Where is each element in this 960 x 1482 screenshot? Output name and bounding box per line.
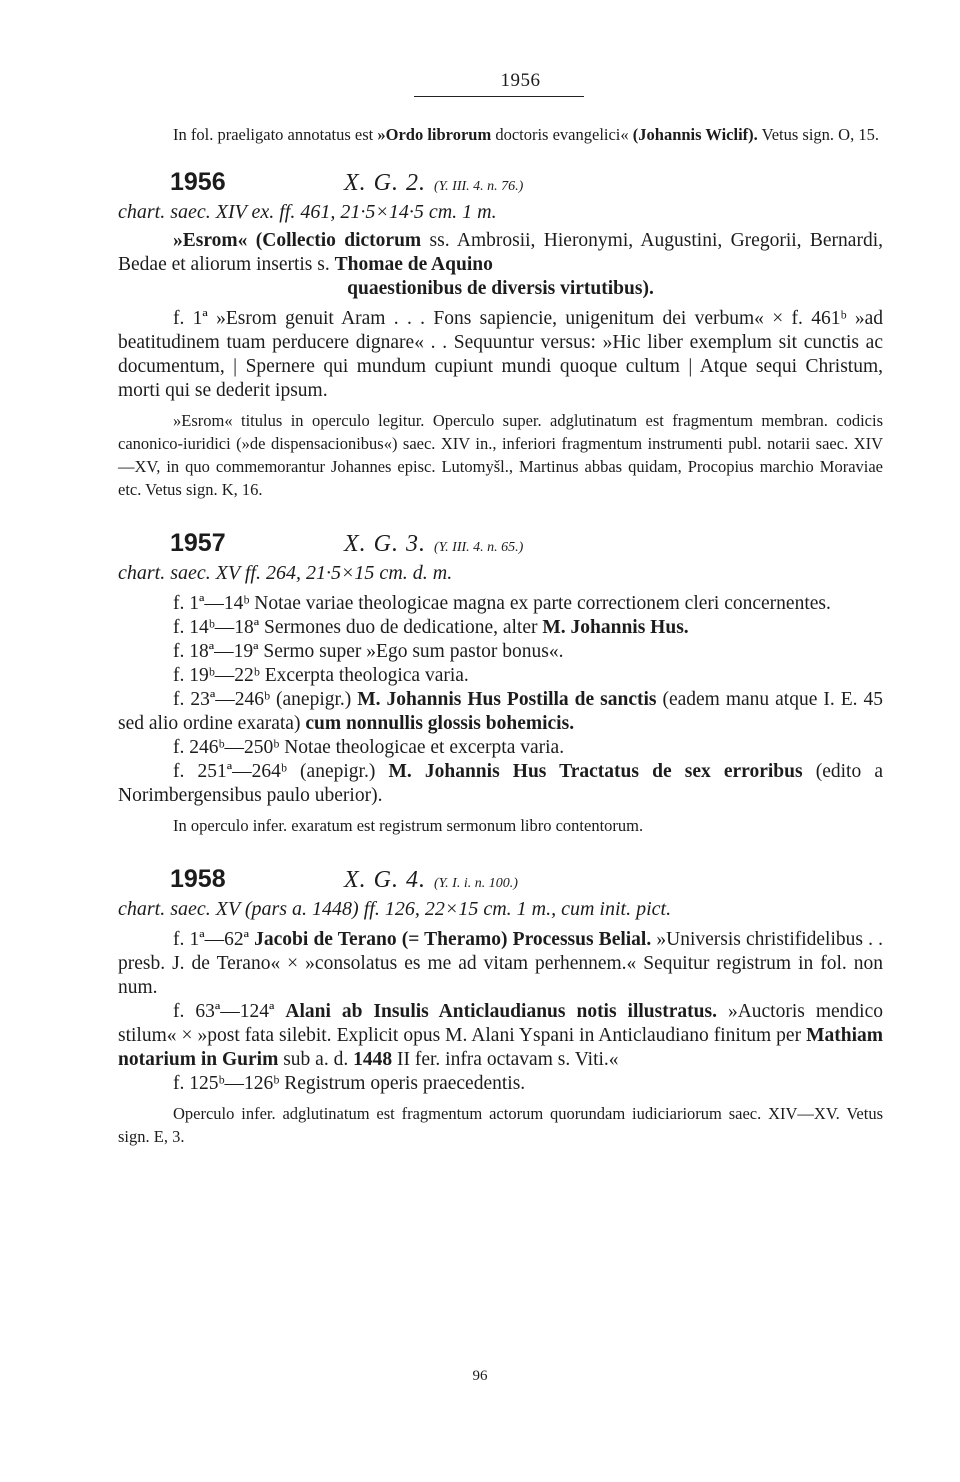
content-item (118, 1000, 883, 1072)
text-run: f. 23ª—246ᵇ (anepigr.) (173, 689, 358, 710)
entry-title-continued: quaestionibus de diversis virtutibus). (347, 278, 654, 299)
content-item (118, 736, 883, 760)
entry-number: 1958 (170, 865, 226, 893)
entry-number: 1956 (170, 168, 226, 196)
text-run: In fol. praeligato annotatus est (173, 125, 378, 144)
text-run: ss. Ambrosii, Hieronymi, Augustini, Gregorii, Bernardi, Bedae et aliorum insertis s. (118, 230, 883, 275)
content-item (118, 592, 883, 616)
content-item: f. 1ª »Esrom genuit Aram . . . Fons sapiencie, unigenitum dei verbum« × f. 461ᵇ »ad beatitudinem tuam perducere dignare« . . Sequuntur versus: »Hic liber exemplum sit cunctis ac documentum, | Spernere qui mundum cupiunt mundi quoque cultum | Atque sequi Christum, morti qui se dederit ipsum. (118, 308, 883, 401)
text-run: sub a. d. (278, 1049, 354, 1070)
bold-text: »Ordo librorum (377, 125, 492, 144)
text-run: doctoris evangelici« (491, 125, 633, 144)
old-signature: (Y. III. 4. n. 65.) (434, 540, 524, 555)
entry-heading (118, 529, 883, 558)
text-run: f. 246ᵇ—250ᵇ Notae theologicae et excerpta varia. (173, 737, 565, 758)
text-run: f. 125ᵇ—126ᵇ Registrum operis praecedentis. (173, 1073, 526, 1094)
text-run: Vetus sign. O, 15. (757, 125, 879, 144)
content-item (118, 1072, 883, 1096)
entry-title (118, 229, 883, 277)
content-item (118, 616, 883, 640)
text-run: II fer. infra octavam s. Viti.« (392, 1049, 619, 1070)
old-signature: (Y. III. 4. n. 76.) (434, 179, 524, 194)
page (118, 70, 883, 1148)
bold-text: »Esrom« (Collectio dictorum (173, 230, 422, 251)
entry-number: 1957 (170, 529, 226, 557)
entry-heading (118, 865, 883, 894)
bold-text: M. Johannis Hus. (542, 617, 689, 638)
bold-text: Thomae de Aquino (334, 254, 493, 275)
bold-text: M. Johannis Hus Postilla de sanctis (357, 689, 657, 710)
bold-text: 1448 (353, 1049, 393, 1070)
bold-text: Mathiam notarium in Gurim (118, 1025, 883, 1070)
header-rule (414, 96, 584, 97)
old-signature: (Y. I. i. n. 100.) (434, 876, 518, 891)
text-run: (eadem manu atque I. E. 45 sed alio ordine exarata) (118, 689, 883, 734)
bold-text: Jacobi de Terano (= Theramo) Processus Belial. (254, 929, 652, 950)
text-run: »Universis christifidelibus . . presb. J. de Terano« × »consolatus es me ad vitam perhennem.« Sequitur registrum in fol. non num. (118, 929, 883, 998)
shelf-signature: X. G. 3. (Y. III. 4. n. 65.) (344, 531, 524, 557)
text-run: f. 1ª—62ª (173, 929, 255, 950)
entry-title-line (118, 277, 883, 301)
bold-text: cum nonnullis glossis bohemicis. (305, 713, 575, 734)
content-item (118, 928, 883, 1000)
content-item (118, 688, 883, 736)
text-run: f. 14ᵇ—18ª Sermones duo de dedicatione, alter (173, 617, 543, 638)
physical-description: chart. saec. XV ff. 264, 21·5×15 cm. d. m. (118, 562, 453, 584)
text-run: f. 18ª—19ª Sermo super »Ego sum pastor bonus«. (173, 641, 564, 662)
physical-description: chart. saec. XIV ex. ff. 461, 21·5×14·5 cm. 1 m. (118, 201, 497, 223)
entry-note: Operculo infer. adglutinatum est fragmentum actorum quorundam iudiciariorum saec. XIV—XV. Vetus sign. E, 3. (118, 1104, 883, 1146)
shelf-signature: X. G. 4. (Y. I. i. n. 100.) (344, 867, 518, 893)
text-run: f. 251ª—264ᵇ (anepigr.) (173, 761, 389, 782)
bold-text: (Johannis Wiclif). (632, 125, 758, 144)
text-run: f. 63ª—124ª (173, 1001, 286, 1022)
folio-number: 96 (472, 1368, 488, 1384)
running-head: 1956 (500, 70, 541, 91)
text-run: f. 1ª—14ᵇ Notae variae theologicae magna ex parte correctionem cleri concernentes. (173, 593, 831, 614)
shelf-signature: X. G. 2. (Y. III. 4. n. 76.) (344, 170, 524, 196)
catalogue-entries (118, 168, 883, 1148)
content-item (118, 664, 883, 688)
entry-heading (118, 168, 883, 197)
bold-text: M. Johannis Hus Tractatus de sex erroribus (388, 761, 803, 782)
entry-note: In operculo infer. exaratum est registrum sermonum libro contentorum. (173, 816, 644, 835)
text-run: »Auctoris mendico stilum« × »post fata silebit. Explicit opus M. Alani Yspani in Anticlaudiano finitum per (118, 1001, 883, 1046)
bold-text: Alani ab Insulis Anticlaudianus notis illustratus. (285, 1001, 717, 1022)
content-item (118, 760, 883, 808)
physical-description: chart. saec. XV (pars a. 1448) ff. 126, 22×15 cm. 1 m., cum init. pict. (118, 898, 672, 920)
text-run: (edito a Norimbergensibus paulo uberior). (118, 761, 884, 806)
content-item (118, 640, 883, 664)
intro-paragraph (118, 123, 883, 146)
entry-note: »Esrom« titulus in operculo legitur. Operculo super. adglutinatum est fragmentum membran. codicis canonico-iuridici (»de dispensacionibus«) saec. XIV in., inferiori fragmentum instrumenti publ. notarii saec. XIV—XV, in quo commemorantur Johannes episc. Lutomyšl., Martinus abbas quidam, Procopius marchio Moraviae etc. Vetus sign. K, 16. (118, 411, 883, 499)
text-run: f. 19ᵇ—22ᵇ Excerpta theologica varia. (173, 665, 469, 686)
